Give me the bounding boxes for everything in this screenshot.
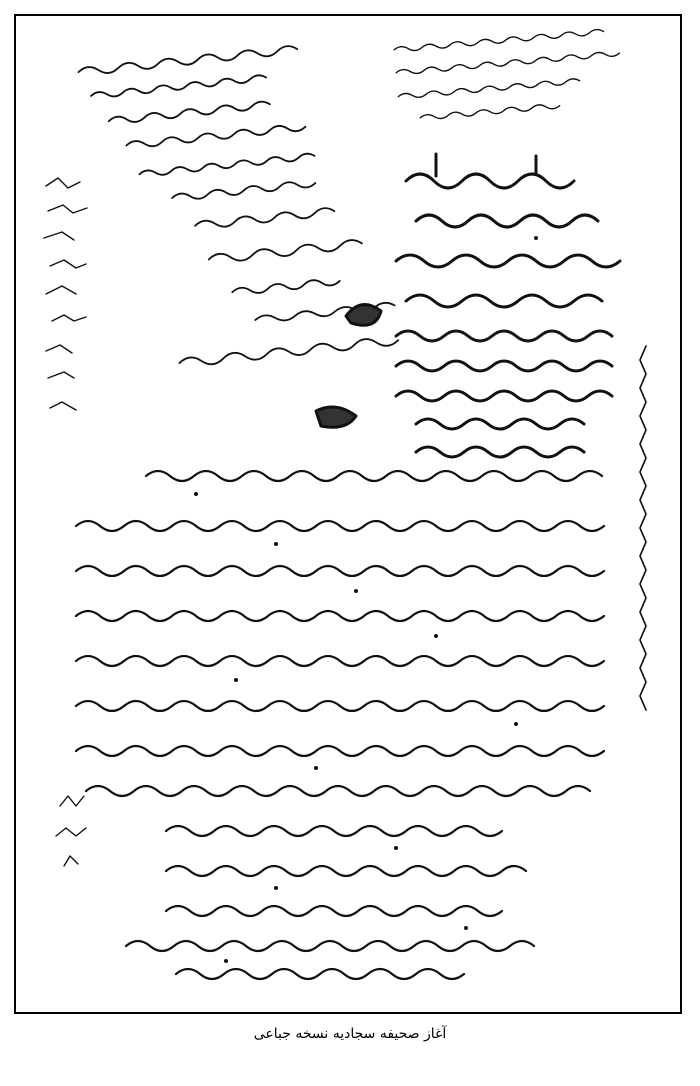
diacritic-dots	[194, 236, 538, 963]
ink-smudge	[316, 305, 381, 428]
right-heading-block	[396, 154, 620, 457]
manuscript-frame	[14, 14, 682, 1014]
main-body-text	[76, 471, 604, 979]
manuscript-page-image	[16, 16, 680, 1012]
top-right-marginal-notes	[394, 28, 624, 122]
figure-caption: آغاز صحیفه سجادیه نسخه جباعی	[253, 1026, 447, 1042]
right-margin-vertical-note	[640, 346, 646, 710]
